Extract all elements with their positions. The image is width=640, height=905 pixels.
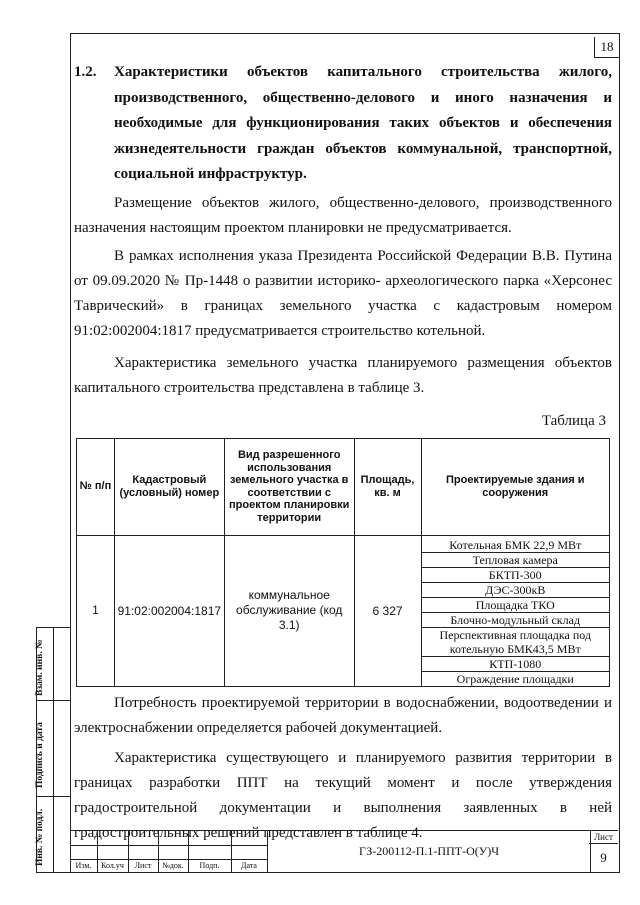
document-body — [74, 60, 612, 846]
stamp-cell-sign-date — [37, 700, 71, 797]
header-num: № п/п — [77, 438, 115, 535]
left-stamp — [36, 627, 71, 873]
section-number: 1.2. — [74, 64, 97, 80]
paragraph-5: Характеристика существующего и планируемого развития территории в границах разработки ППТ на текущий момент и после утверждения градостроительной документации и выполнения заявленных в ней градостроительных решений представлен в таблице 4. — [74, 749, 612, 841]
table-caption: Таблица 3 — [541, 412, 606, 429]
table-header-row — [77, 438, 610, 535]
buildings-list — [422, 536, 610, 686]
header-cadastral: Кадастровый (условный) номер — [114, 438, 224, 535]
stamp-label-inv-zam: Взам. инв. № — [35, 639, 45, 696]
tb-label-podp: Подп. — [199, 861, 220, 870]
building-item: ДЭС-300кВ — [422, 583, 610, 598]
building-item: Котельная БМК 22,9 МВт — [422, 538, 610, 553]
tb-label-koluch: Кол.уч — [101, 861, 124, 870]
cell-buildings — [421, 535, 610, 686]
building-item: Площадка ТКО — [422, 598, 610, 613]
building-item: Ограждение площадки — [456, 671, 574, 686]
page-number: 18 — [594, 37, 619, 58]
paragraph-2: В рамках исполнения указа Президента Российской Федерации В.В. Путина от 09.09.2020 № Пр-1448 о развитии историко- археологического парка «Херсонес Таврический» в границах земельного участка с кадастровым номером 91:02:002004:1817 предусматривается строительство котельной. — [74, 247, 612, 339]
building-item: Перспективная площадка под котельную БМК43,5 МВт — [422, 628, 610, 657]
building-item: КТП-1080 — [422, 657, 610, 672]
building-item: БКТП-300 — [422, 568, 610, 583]
title-block — [70, 830, 618, 872]
section-heading — [74, 60, 612, 188]
tb-label-list: Лист — [134, 861, 152, 870]
tb-label-data: Дата — [241, 861, 257, 870]
building-item: Тепловая камера — [422, 553, 610, 568]
header-buildings: Проектируемые здания и сооружения — [421, 438, 610, 535]
document-code: ГЗ-200112-П.1-ППТ-О(У)Ч — [267, 831, 591, 872]
stamp-cell-inv-zam — [37, 628, 71, 701]
stamp-label-inv-podl: Инв. № подл. — [35, 808, 45, 866]
paragraph-1: Размещение объектов жилого, общественно-делового, производственного назначения настоящим проектом планировки не предусматривается. — [74, 194, 612, 236]
tb-label-izm: Изм. — [75, 861, 92, 870]
sheet-number: 9 — [600, 850, 607, 865]
cell-use: коммунальное обслуживание (код 3.1) — [224, 535, 354, 686]
stamp-label-sign-date: Подпись и дата — [35, 722, 45, 788]
cell-cadastral: 91:02:002004:1817 — [114, 535, 224, 686]
paragraph-4: Потребность проектируемой территории в водоснабжении, водоотведении и электроснабжении определяется рабочей документацией. — [74, 694, 612, 736]
stamp-cell-inv-podl — [37, 796, 71, 872]
cell-num: 1 — [77, 535, 115, 686]
tb-label-ndok: №док. — [162, 861, 184, 870]
paragraph-3: Характеристика земельного участка планируемого размещения объектов капитального строительства представлена в таблице 3. — [74, 354, 612, 396]
header-use: Вид разрешенного использования земельного участка в соответствии с проектом планировки территории — [224, 438, 354, 535]
table-row — [77, 535, 610, 686]
table-3 — [76, 438, 610, 687]
sheet-label: Лист — [589, 831, 618, 844]
revision-grid — [70, 831, 267, 872]
building-item: Блочно-модульный склад — [422, 613, 610, 628]
section-title: Характеристики объектов капитального строительства жилого, производственного, общественно-делового и иного назначения и необходимые для функционирования таких объектов и обеспечения жизнедеятельности граждан объектов коммунальной, транспортной, социальной инфраструктур. — [114, 64, 612, 182]
cell-area: 6 327 — [354, 535, 421, 686]
header-area: Площадь, кв. м — [354, 438, 421, 535]
